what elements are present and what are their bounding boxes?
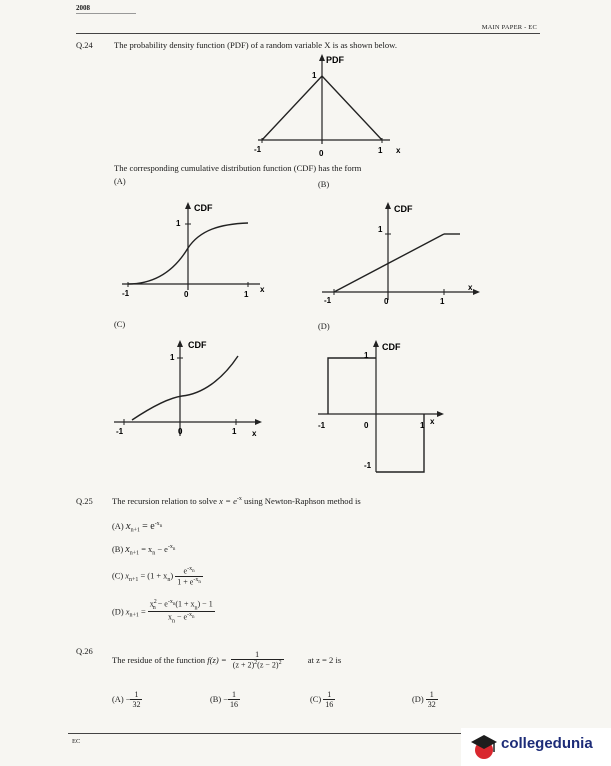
svg-text:-1: -1	[364, 461, 372, 470]
cdf-graph-b[interactable]	[318, 196, 493, 308]
q25-number: Q.25	[76, 496, 93, 506]
q25-option-d[interactable]: (D) $x_{n+1}$ = $\frac{x^2_n - e^{-x_n}(1 + x_n) - 1}{x_n - e^{-x_n}}$	[112, 599, 213, 625]
svg-text:x: x	[260, 285, 265, 294]
svg-text:1: 1	[420, 421, 425, 430]
q25-option-b[interactable]: (B) $x_{n+1} = x_n - e^{-x_n}$	[112, 544, 176, 557]
svg-text:1: 1	[170, 353, 175, 362]
pdf-tick-label-zero: 0	[319, 149, 324, 158]
svg-text:x: x	[252, 429, 257, 438]
svg-text:CDF: CDF	[394, 204, 413, 214]
q24-option-b-label: (B)	[318, 180, 330, 189]
q24-option-a-label: (A)	[114, 177, 126, 186]
pdf-x-label: x	[396, 146, 401, 155]
svg-text:1: 1	[378, 225, 383, 234]
svg-text:1: 1	[440, 297, 445, 306]
svg-text:1: 1	[176, 219, 181, 228]
svg-text:-1: -1	[324, 296, 332, 305]
q24-number: Q.24	[76, 40, 93, 50]
cdf-graph-c[interactable]	[110, 336, 280, 442]
header-rule	[76, 33, 540, 34]
svg-text:CDF: CDF	[382, 342, 401, 352]
q24-cdf-prompt: The corresponding cumulative distribution function (CDF) has the form	[114, 163, 362, 173]
cdf-graph-a[interactable]	[110, 196, 290, 306]
pdf-graph	[240, 52, 420, 162]
svg-text:1: 1	[232, 427, 237, 436]
q26-text: The residue of the function f(z) = $\frac{1}{(z + 2)^2(z - 2)^2}$ at z = 2 is	[112, 650, 342, 670]
graduation-cap-icon	[469, 732, 499, 762]
q25-text: The recursion relation to solve $x = e^{-x}$ using Newton-Raphson method is	[112, 496, 361, 506]
q25-option-c[interactable]: (C) $x_{n+1} = (1 + x_n)$ $\frac{e^{-x_n}}{1 + e^{-x_n}}$	[112, 566, 201, 587]
pdf-y-arrow	[319, 54, 325, 61]
q24-option-d-label: (D)	[318, 322, 330, 331]
footer-tag: EC	[72, 738, 81, 745]
svg-text:CDF: CDF	[194, 203, 213, 213]
brand-logo	[461, 728, 611, 766]
svg-text:1: 1	[244, 290, 249, 299]
svg-text:1: 1	[364, 351, 369, 360]
svg-text:x: x	[468, 283, 473, 292]
svg-text:0: 0	[364, 421, 369, 430]
svg-text:0: 0	[184, 290, 189, 299]
svg-text:-1: -1	[318, 421, 326, 430]
cdf-d-lower	[376, 414, 424, 472]
cdf-c-curve	[132, 356, 238, 420]
q26-option-d[interactable]: (D) $\frac{1}{32}$	[412, 690, 436, 709]
svg-text:CDF: CDF	[188, 340, 207, 350]
svg-text:x: x	[430, 417, 435, 426]
svg-text:-1: -1	[122, 289, 130, 298]
header-rule-left	[76, 13, 136, 14]
q26-number: Q.26	[76, 646, 93, 656]
cdf-d-upper	[328, 358, 376, 414]
q26-option-a[interactable]: (A) − $\frac{1}{32}$	[112, 690, 141, 709]
pdf-peak-label: 1	[312, 71, 317, 80]
q24-text: The probability density function (PDF) of a random variable X is as shown below.	[114, 40, 397, 50]
cdf-b-line	[334, 234, 444, 292]
brand-name: collegedunia	[501, 735, 593, 752]
pdf-y-label: PDF	[326, 55, 344, 65]
q26-option-b[interactable]: (B) − $\frac{1}{16}$	[210, 690, 238, 709]
cdf-graph-d[interactable]	[312, 336, 452, 476]
q26-option-c[interactable]: (C) $\frac{1}{16}$	[310, 690, 334, 709]
pdf-tick-label-neg: -1	[254, 145, 262, 154]
pdf-tick-label-pos: 1	[378, 146, 383, 155]
q24-option-c-label: (C)	[114, 320, 126, 329]
svg-text:0: 0	[384, 297, 389, 306]
svg-text:0: 0	[178, 427, 183, 436]
q25-option-a[interactable]: (A) $x_{n+1} = e^{-x_n}$	[112, 520, 163, 534]
header-year: 2008	[76, 4, 90, 12]
header-paper-title: MAIN PAPER - EC	[481, 24, 537, 31]
svg-text:-1: -1	[116, 427, 124, 436]
